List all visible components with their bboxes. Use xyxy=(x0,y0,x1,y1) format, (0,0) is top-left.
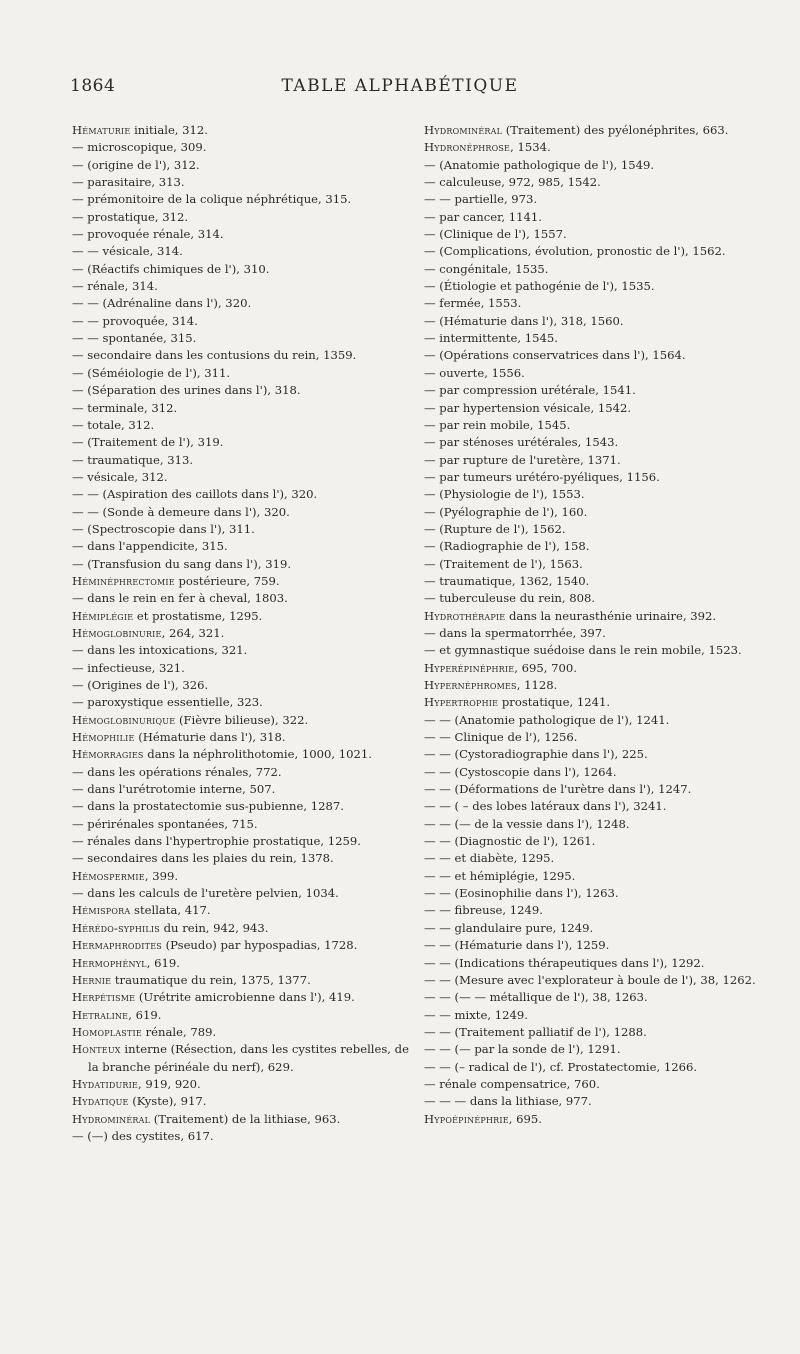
index-entry-text: (Traitement) des pyélonéphrites, 663. xyxy=(502,123,729,137)
index-entry xyxy=(72,625,414,642)
index-entry-text: , 619. xyxy=(146,955,180,970)
index-entry-text: — — fibreuse, 1249. xyxy=(424,903,543,918)
index-entry xyxy=(424,295,766,312)
index-entry-text: — par sténoses urétérales, 1543. xyxy=(424,435,619,450)
index-entry xyxy=(72,278,414,295)
index-headword: Hyperépinéphrie xyxy=(424,660,515,675)
index-entry-text: — — et diabète, 1295. xyxy=(424,851,555,866)
index-entry-text: — prostatique, 312. xyxy=(72,209,189,224)
index-headword: Hydronéphrose xyxy=(424,140,511,155)
index-headword: Homoplastie xyxy=(72,1024,142,1039)
index-entry-text: — calculeuse, 972, 985, 1542. xyxy=(424,175,601,190)
index-headword: Hypoépinéphrie xyxy=(424,1111,509,1126)
index-entry xyxy=(72,1111,414,1128)
index-entry-text: , 619. xyxy=(128,1007,162,1022)
index-entry-text: — rénales dans l'hypertrophie prostatique, 1259. xyxy=(72,834,361,849)
index-headword: Hetraline xyxy=(72,1007,129,1022)
index-entry xyxy=(424,989,766,1006)
index-entry-text: — — Clinique de l'), 1256. xyxy=(424,730,578,745)
index-entry xyxy=(72,347,414,364)
index-entry-text: dans la neurasthénie urinaire, 392. xyxy=(505,608,717,623)
index-entry xyxy=(424,920,766,937)
index-headword: Héminéphrectomie xyxy=(72,573,175,588)
index-entry-text: — — glandulaire pure, 1249. xyxy=(424,920,594,935)
index-entry xyxy=(72,417,414,434)
index-entry xyxy=(424,1111,766,1128)
index-entry xyxy=(72,573,414,590)
index-entry xyxy=(72,677,414,694)
index-entry-text: — dans le rein en fer à cheval, 1803. xyxy=(72,591,288,606)
index-entry-text: — — vésicale, 314. xyxy=(72,244,183,259)
index-entry xyxy=(72,816,414,833)
index-entry-text: (Kyste), 917. xyxy=(128,1094,207,1109)
index-entry xyxy=(72,729,414,746)
index-entry-text: et prostatisme, 1295. xyxy=(133,608,263,623)
index-entry xyxy=(424,608,766,625)
index-entry-text: — (—) des cystites, 617. xyxy=(72,1128,214,1143)
index-entry xyxy=(72,122,414,139)
index-entry xyxy=(72,209,414,226)
index-headword: Hémoglobinurie xyxy=(72,625,162,640)
right-index-column xyxy=(424,122,766,1128)
index-entry xyxy=(424,798,766,815)
index-headword: Hermaphrodites xyxy=(72,938,162,953)
index-entry xyxy=(424,729,766,746)
page-number: 1864 xyxy=(70,76,116,96)
index-entry xyxy=(424,139,766,156)
index-entry-text: — — (Cystoscopie dans l'), 1264. xyxy=(424,764,617,779)
index-headword: Hémorragies xyxy=(72,747,144,762)
index-entry xyxy=(424,538,766,555)
index-entry-text: — parasitaire, 313. xyxy=(72,175,185,190)
index-headword: Hydrominéral xyxy=(72,1111,151,1126)
index-entry xyxy=(424,642,766,659)
index-entry xyxy=(72,226,414,243)
index-entry xyxy=(72,694,414,711)
index-entry-text: — dans la spermatorrhée, 397. xyxy=(424,625,606,640)
index-entry xyxy=(424,191,766,208)
index-entry xyxy=(72,1128,414,1145)
index-entry-text: — — (Hématurie dans l'), 1259. xyxy=(424,938,610,953)
index-entry xyxy=(424,955,766,972)
index-entry-text: — ouverte, 1556. xyxy=(424,365,525,380)
index-entry-text: — et gymnastique suédoise dans le rein mobile, 1523. xyxy=(424,643,742,658)
index-entry xyxy=(424,1007,766,1024)
index-entry xyxy=(424,382,766,399)
index-entry-text: — (Hématurie dans l'), 318, 1560. xyxy=(424,313,624,328)
index-entry xyxy=(424,243,766,260)
index-entry xyxy=(72,157,414,174)
index-entry xyxy=(424,868,766,885)
index-entry-text: — (Clinique de l'), 1557. xyxy=(424,227,567,242)
index-entry-text: — prémonitoire de la colique néphrétique, 315. xyxy=(72,192,352,207)
index-entry xyxy=(424,937,766,954)
index-entry-text: , 399. xyxy=(144,868,179,883)
index-entry xyxy=(72,400,414,417)
index-entry xyxy=(72,937,414,954)
index-entry-text: , 695. xyxy=(508,1111,542,1126)
index-entry xyxy=(424,1024,766,1041)
index-entry xyxy=(72,764,414,781)
index-entry-text: — — (Eosinophilie dans l'), 1263. xyxy=(424,886,619,901)
index-entry-text: — totale, 312. xyxy=(72,417,155,432)
index-entry-text: — — provoquée, 314. xyxy=(72,313,198,328)
index-entry xyxy=(72,521,414,538)
index-entry-text: — (origine de l'), 312. xyxy=(72,157,200,172)
index-entry xyxy=(424,712,766,729)
index-entry-text: — — partielle, 973. xyxy=(424,192,538,207)
index-entry xyxy=(72,590,414,607)
index-entry-text: — rénale compensatrice, 760. xyxy=(424,1076,600,1091)
index-entry xyxy=(72,434,414,451)
index-entry-text: — — (Aspiration des caillots dans l'), 320. xyxy=(72,487,318,502)
index-entry-text: — dans la prostatectomie sus-pubienne, 1287. xyxy=(72,799,344,814)
index-entry xyxy=(424,1093,766,1110)
index-entry xyxy=(424,694,766,711)
index-entry-text: — (Physiologie de l'), 1553. xyxy=(424,487,585,502)
index-entry xyxy=(72,660,414,677)
index-headword: Hypernéphromes xyxy=(424,678,517,692)
index-entry xyxy=(424,625,766,642)
index-entry-text: — — (Cystoradiographie dans l'), 225. xyxy=(424,747,648,762)
index-entry-text: — — (Traitement palliatif de l'), 1288. xyxy=(424,1024,647,1039)
index-entry-text: — — (Adrénaline dans l'), 320. xyxy=(72,296,252,311)
index-entry-text: — microscopique, 309. xyxy=(72,140,207,155)
index-entry-text: — (Séméiologie de l'), 311. xyxy=(72,365,231,380)
index-entry xyxy=(424,157,766,174)
index-entry xyxy=(72,313,414,330)
index-entry-text: — traumatique, 1362, 1540. xyxy=(424,573,590,588)
index-headword: Honteux xyxy=(72,1042,121,1057)
index-entry xyxy=(424,452,766,469)
index-entry xyxy=(72,902,414,919)
index-entry-text: — (Traitement de l'), 319. xyxy=(72,435,224,450)
index-entry xyxy=(72,850,414,867)
index-entry xyxy=(424,764,766,781)
index-entry-text: , 1534. xyxy=(510,140,551,155)
index-entry-text: — fermée, 1553. xyxy=(424,296,522,311)
index-entry xyxy=(72,833,414,850)
index-entry xyxy=(424,885,766,902)
index-entry-text: — périrénales spontanées, 715. xyxy=(72,816,258,831)
index-entry xyxy=(72,798,414,815)
index-entry xyxy=(72,1007,414,1024)
index-entry-text: — — mixte, 1249. xyxy=(424,1007,528,1022)
index-entry-text: — (Anatomie pathologique de l'), 1549. xyxy=(424,157,655,172)
index-entry xyxy=(72,989,414,1006)
index-entry-text: — — (Indications thérapeutiques dans l'), 1292. xyxy=(424,955,705,970)
index-entry-text: — intermittente, 1545. xyxy=(424,331,558,346)
index-headword: Hernie xyxy=(72,972,112,987)
index-headword: Hémophilie xyxy=(72,730,135,745)
index-headword: Hermophényl xyxy=(72,955,147,970)
index-entry-text: — dans l'appendicite, 315. xyxy=(72,539,228,554)
index-headword: Hydrothérapie xyxy=(424,608,506,623)
left-index-column xyxy=(72,122,414,1145)
index-headword: Hémospermie xyxy=(72,868,145,883)
index-entry xyxy=(424,469,766,486)
index-entry-text: (Pseudo) par hypospadias, 1728. xyxy=(161,938,358,953)
index-entry-text: , 1128. xyxy=(516,678,558,692)
index-entry-text: — — ( – des lobes latéraux dans l'), 3241. xyxy=(424,799,667,814)
index-entry-text: — secondaires dans les plaies du rein, 1378. xyxy=(72,851,334,866)
index-entry xyxy=(424,330,766,347)
index-entry xyxy=(424,209,766,226)
index-entry xyxy=(424,816,766,833)
index-entry-text: — vésicale, 312. xyxy=(72,469,168,484)
index-entry xyxy=(72,261,414,278)
index-entry xyxy=(424,174,766,191)
index-entry xyxy=(424,746,766,763)
index-entry xyxy=(424,365,766,382)
index-entry xyxy=(424,261,766,278)
index-entry-text: — — (Mesure avec l'explorateur à boule de l'), 38, 1262. xyxy=(424,972,756,987)
index-entry xyxy=(424,278,766,295)
index-entry-text: du rein, 942, 943. xyxy=(159,920,269,935)
index-entry-text: — paroxystique essentielle, 323. xyxy=(72,695,263,710)
index-entry-text: — par rein mobile, 1545. xyxy=(424,417,571,432)
index-entry xyxy=(424,504,766,521)
index-entry-text: — rénale, 314. xyxy=(72,279,158,294)
index-entry-text: stellata, 417. xyxy=(130,903,211,918)
index-entry xyxy=(424,1076,766,1093)
index-entry-text: — dans les calculs de l'uretère pelvien, 1034. xyxy=(72,886,339,901)
index-entry-text: — — spontanée, 315. xyxy=(72,331,197,346)
index-entry xyxy=(424,1059,766,1076)
index-entry-text: — — et hémiplégie, 1295. xyxy=(424,868,576,883)
index-entry xyxy=(424,1041,766,1058)
index-headword: Herpétisme xyxy=(72,990,136,1005)
page-header xyxy=(70,76,730,106)
index-entry xyxy=(72,955,414,972)
index-entry xyxy=(72,1041,414,1076)
index-entry-text: — (Étiologie et pathogénie de l'), 1535. xyxy=(424,279,655,294)
index-entry-text: — (Origines de l'), 326. xyxy=(72,678,209,692)
index-entry xyxy=(424,486,766,503)
index-entry-text: dans la néphrolithotomie, 1000, 1021. xyxy=(143,747,372,762)
index-entry-text: — dans les opérations rénales, 772. xyxy=(72,764,282,779)
index-entry xyxy=(424,122,766,139)
index-entry-text: , 919, 920. xyxy=(138,1076,201,1091)
index-entry-text: — (Séparation des urines dans l'), 318. xyxy=(72,383,301,398)
index-entry xyxy=(72,486,414,503)
index-entry xyxy=(424,347,766,364)
index-entry-text: — par hypertension vésicale, 1542. xyxy=(424,400,632,415)
index-entry-text: — (Complications, évolution, pronostic de l'), 1562. xyxy=(424,244,726,259)
index-headword: Hydatidurie xyxy=(72,1076,139,1091)
index-entry xyxy=(72,330,414,347)
index-entry-text: — par rupture de l'uretère, 1371. xyxy=(424,452,621,467)
index-entry xyxy=(72,1076,414,1093)
index-entry xyxy=(72,174,414,191)
index-entry xyxy=(72,556,414,573)
index-entry-text: , 264, 321. xyxy=(161,625,225,640)
index-entry-text: — (Spectroscopie dans l'), 311. xyxy=(72,521,255,536)
index-entry xyxy=(72,538,414,555)
index-entry xyxy=(72,868,414,885)
index-entry-text: — (Pyélographie de l'), 160. xyxy=(424,504,588,519)
index-entry-text: — par cancer, 1141. xyxy=(424,209,542,224)
index-entry-text: traumatique du rein, 1375, 1377. xyxy=(111,972,311,987)
index-entry-text: — — — dans la lithiase, 977. xyxy=(424,1094,592,1109)
index-entry-text: (Urétrite amicrobienne dans l'), 419. xyxy=(135,990,355,1005)
index-entry xyxy=(72,885,414,902)
index-headword: Hydrominéral xyxy=(424,123,503,137)
index-entry xyxy=(72,608,414,625)
index-entry xyxy=(72,972,414,989)
index-entry-text: — par compression urétérale, 1541. xyxy=(424,383,636,398)
index-entry xyxy=(424,833,766,850)
index-entry xyxy=(72,365,414,382)
index-entry-text: (Hématurie dans l'), 318. xyxy=(134,730,286,745)
index-entry xyxy=(72,295,414,312)
index-headword: Hémiplégie xyxy=(72,608,134,623)
index-entry-text: — (Opérations conservatrices dans l'), 1564. xyxy=(424,348,686,363)
index-entry xyxy=(72,920,414,937)
index-entry-text: rénale, 789. xyxy=(141,1024,217,1039)
index-entry xyxy=(72,469,414,486)
index-entry xyxy=(424,313,766,330)
index-entry xyxy=(424,972,766,989)
index-entry-text: — terminale, 312. xyxy=(72,400,178,415)
index-entry-text: — infectieuse, 321. xyxy=(72,660,185,675)
index-entry xyxy=(424,556,766,573)
index-entry-text: — — (— — métallique de l'), 38, 1263. xyxy=(424,990,648,1005)
index-entry-text: — secondaire dans les contusions du rein, 1359. xyxy=(72,348,357,363)
index-headword: Hémoglobinurique xyxy=(72,712,176,727)
index-entry-text: , 695, 700. xyxy=(514,660,577,675)
index-entry xyxy=(72,1093,414,1110)
index-entry xyxy=(424,434,766,451)
index-entry xyxy=(424,417,766,434)
index-entry-text: — tuberculeuse du rein, 808. xyxy=(424,591,596,606)
index-entry xyxy=(424,573,766,590)
index-headword: Hémispora xyxy=(72,903,131,918)
index-entry xyxy=(424,781,766,798)
index-entry-text: — — (– radical de l'), cf. Prostatectomie, 1266. xyxy=(424,1059,698,1074)
index-entry-text: — dans les intoxications, 321. xyxy=(72,643,248,658)
index-entry-text: interne (Résection, dans les cystites rebelles, de la branche périnéale du nerf), 629. xyxy=(88,1042,409,1074)
index-headword: Hérédo-syphilis xyxy=(72,920,160,935)
index-headword: Hydatique xyxy=(72,1094,129,1109)
index-entry xyxy=(72,191,414,208)
index-entry xyxy=(424,660,766,677)
index-entry-text: (Fièvre bilieuse), 322. xyxy=(175,712,309,727)
index-entry-text: — — (— par la sonde de l'), 1291. xyxy=(424,1042,621,1057)
index-entry-text: postérieure, 759. xyxy=(174,573,280,588)
index-headword: Hématurie xyxy=(72,123,131,137)
index-entry-text: — dans l'urétrotomie interne, 507. xyxy=(72,782,276,797)
index-headword: Hypertrophie xyxy=(424,695,499,710)
index-entry xyxy=(424,521,766,538)
index-entry xyxy=(72,781,414,798)
index-entry xyxy=(72,243,414,260)
index-entry xyxy=(424,226,766,243)
index-entry xyxy=(72,139,414,156)
index-entry-text: — (Rupture de l'), 1562. xyxy=(424,521,566,536)
index-entry xyxy=(424,902,766,919)
index-entry-text: — par tumeurs urétéro-pyéliques, 1156. xyxy=(424,469,660,484)
index-entry-text: (Traitement) de la lithiase, 963. xyxy=(150,1111,341,1126)
index-entry-text: — traumatique, 313. xyxy=(72,452,194,467)
index-entry xyxy=(72,452,414,469)
index-entry xyxy=(72,382,414,399)
index-entry-text: — (Radiographie de l'), 158. xyxy=(424,539,590,554)
index-entry-text: — (Transfusion du sang dans l'), 319. xyxy=(72,556,292,571)
index-entry-text: initiale, 312. xyxy=(130,123,208,137)
index-entry-text: — (Traitement de l'), 1563. xyxy=(424,556,583,571)
index-entry xyxy=(72,712,414,729)
index-entry xyxy=(424,590,766,607)
index-entry-text: — — (Diagnostic de l'), 1261. xyxy=(424,834,596,849)
index-entry-text: — — (Anatomie pathologique de l'), 1241. xyxy=(424,712,670,727)
running-title: TABLE ALPHABÉTIQUE xyxy=(281,76,519,96)
index-entry-text: — — (— de la vessie dans l'), 1248. xyxy=(424,816,630,831)
index-entry xyxy=(72,642,414,659)
index-entry xyxy=(72,504,414,521)
index-entry xyxy=(424,677,766,694)
index-entry xyxy=(72,1024,414,1041)
index-entry xyxy=(72,746,414,763)
index-entry-text: prostatique, 1241. xyxy=(498,695,611,710)
index-entry-text: — provoquée rénale, 314. xyxy=(72,227,224,242)
index-entry-text: — — (Déformations de l'urètre dans l'), 1247. xyxy=(424,782,692,797)
index-entry-text: — congénitale, 1535. xyxy=(424,261,549,276)
index-entry xyxy=(424,850,766,867)
index-entry xyxy=(424,400,766,417)
index-entry-text: — (Réactifs chimiques de l'), 310. xyxy=(72,261,270,276)
index-entry-text: — — (Sonde à demeure dans l'), 320. xyxy=(72,504,290,519)
